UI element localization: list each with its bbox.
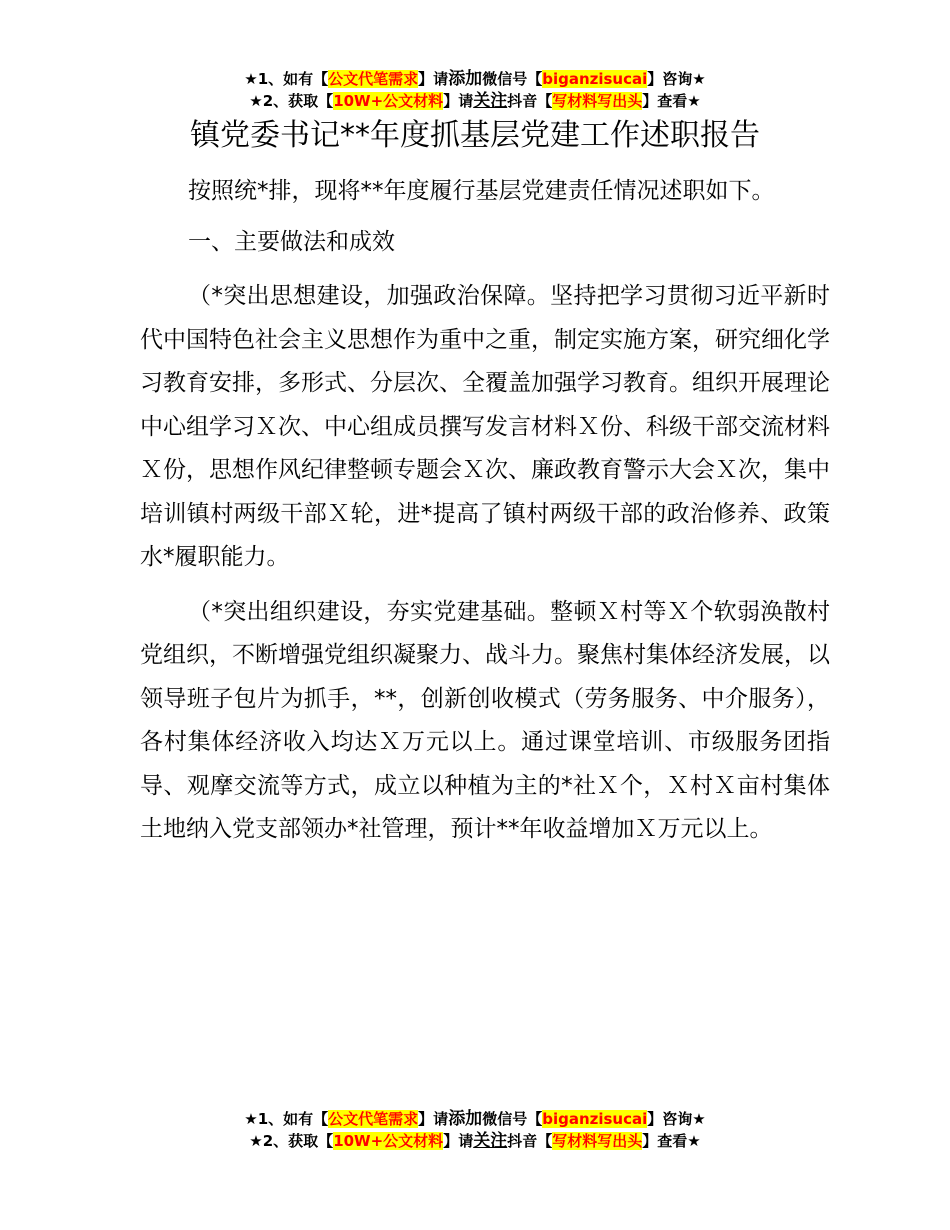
star-icon: ★ (692, 70, 706, 88)
promo-footer-line-1: ★1、如有【公文代笔需求】请添加微信号【biganzisucai】咨询★ (244, 1109, 706, 1129)
highlight-materials: 10W+公文材料 (333, 1132, 444, 1150)
highlight-service: 公文代笔需求 (328, 70, 419, 88)
intro-paragraph: 按照统*排，现将**年度履行基层党建责任情况述职如下。 (188, 178, 775, 204)
highlight-service: 公文代笔需求 (328, 1110, 419, 1128)
section-heading: 一、主要做法和成效 (188, 228, 395, 255)
body-paragraph: （*突出组织建设，夯实党建基础。整顿Ｘ村等Ｘ个软弱涣散村党组织，不断增强党组织凝聚力、战斗力。聚焦村集体经济发展，以领导班子包片为抓手，**，创新创收模式（劳务服务、中介服务），各村集体经济收入均达Ｘ万元以上。通过课堂培训、市级服务团指导、观摩交流等方式，成立以种植为主的*社Ｘ个，Ｘ村Ｘ亩村集体土地纳入党支部领办*社管理，预计**年收益增加Ｘ万元以上。 (140, 598, 830, 842)
douyin-account: 写材料写出头 (552, 92, 643, 110)
douyin-account: 写材料写出头 (552, 1132, 643, 1150)
star-icon: ★ (249, 92, 263, 110)
promo-footer-line-2: ★2、获取【10W+公文材料】请关注抖音【写材料写出头】查看★ (249, 1131, 701, 1151)
promo-banner-line-2: ★2、获取【10W+公文材料】请关注抖音【写材料写出头】查看★ (249, 91, 701, 111)
wechat-id: biganzisucai (542, 70, 648, 88)
promo-banner-line-1: ★1、如有【公文代笔需求】请添加微信号【biganzisucai】咨询★ (244, 69, 706, 89)
star-icon: ★ (244, 70, 258, 88)
document-title: 镇党委书记**年度抓基层党建工作述职报告 (190, 118, 760, 153)
star-icon: ★ (249, 1132, 263, 1150)
wechat-id: biganzisucai (542, 1110, 648, 1128)
star-icon: ★ (692, 1110, 706, 1128)
star-icon: ★ (687, 1132, 701, 1150)
body-paragraph: （*突出思想建设，加强政治保障。坚持把学习贯彻习近平新时代中国特色社会主义思想作为重中之重，制定实施方案，研究细化学习教育安排，多形式、分层次、全覆盖加强学习教育。组织开展理论中心组学习Ｘ次、中心组成员撰写发言材料Ｘ份、科级干部交流材料Ｘ份，思想作风纪律整顿专题会Ｘ次、廉政教育警示大会Ｘ次，集中培训镇村两级干部Ｘ轮，进*提高了镇村两级干部的政治修养、政策水*履职能力。 (140, 283, 830, 570)
highlight-materials: 10W+公文材料 (333, 92, 444, 110)
star-icon: ★ (687, 92, 701, 110)
document-body (140, 170, 830, 863)
star-icon: ★ (244, 1110, 258, 1128)
